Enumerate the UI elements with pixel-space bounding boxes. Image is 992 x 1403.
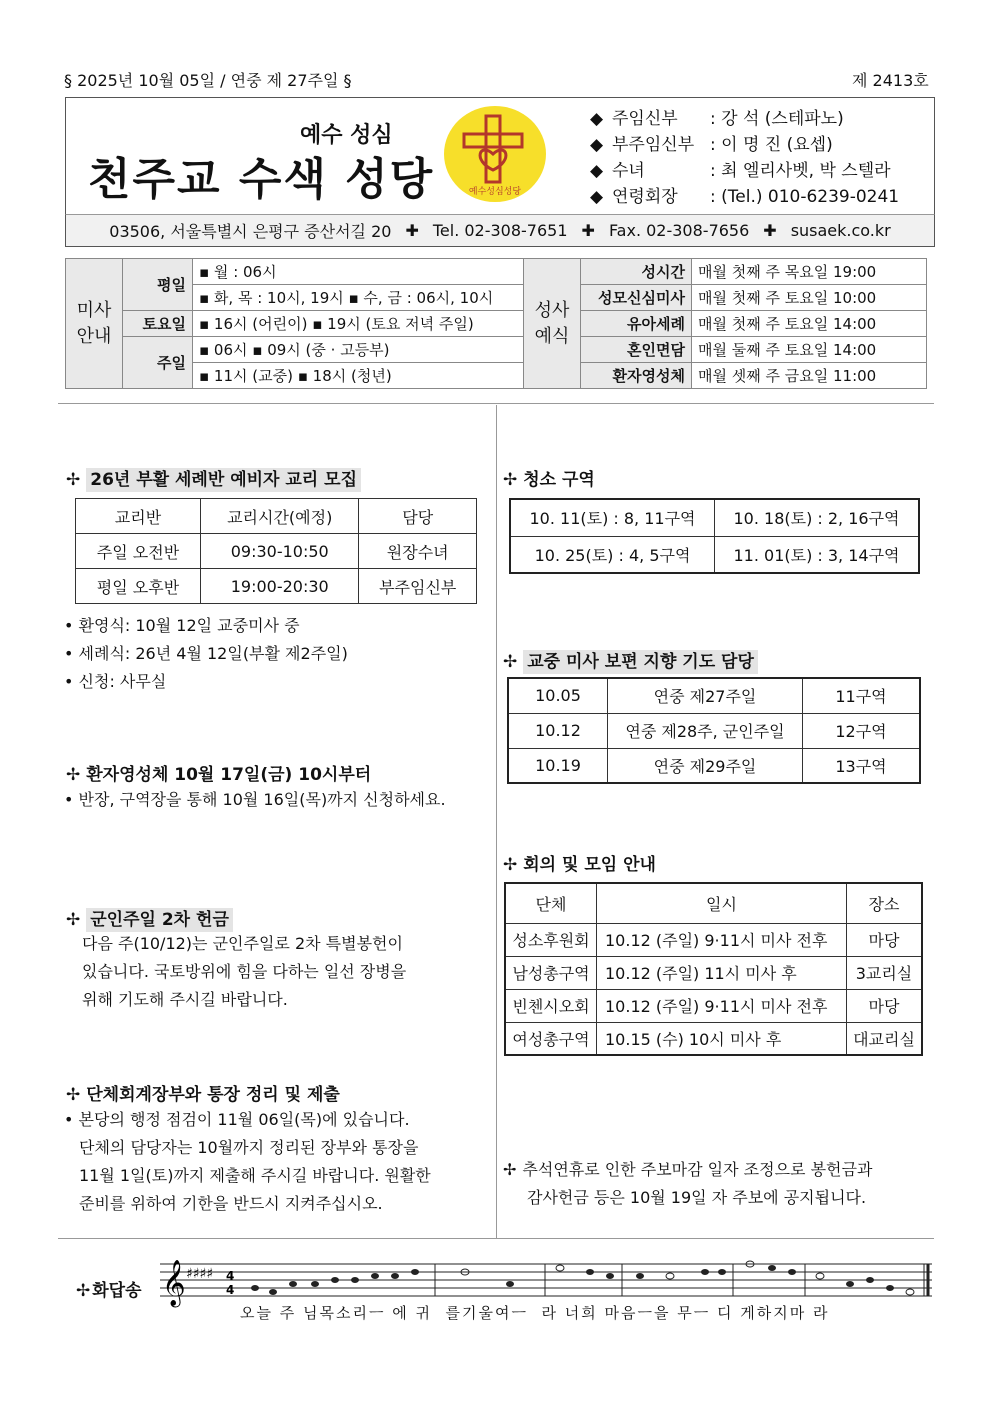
column-divider <box>496 405 497 1238</box>
divider <box>58 403 934 404</box>
mass-label: 미사 안내 <box>66 259 123 389</box>
divider <box>58 1238 934 1239</box>
address-bar: 03506, 서울특별시 은평구 증산서길 20 ✚ Tel. 02-308-7651 ✚ Fax. 02-308-7656 ✚ susaek.co.kr <box>65 214 935 247</box>
date-line: § 2025년 10월 05일 / 연중 제 27주일 § <box>64 71 352 90</box>
phone: Tel. 02-308-7651 <box>432 221 568 240</box>
cleaning-table: 10. 11(토) : 8, 11구역 10. 18(토) : 2, 16구역 10. 25(토) : 4, 5구역 11. 01(토) : 3, 14구역 <box>509 498 920 574</box>
military-title: ✢ 군인주일 2차 헌금 <box>66 905 233 930</box>
ledger-title: ✢ 단체회계장부와 통장 정리 및 제출 <box>66 1085 340 1105</box>
clergy-row: ◆ 연령회장 : (Tel.) 010-6239-0241 <box>590 187 900 207</box>
clergy-row: ◆ 수녀 : 최 엘리사벳, 박 스텔라 <box>590 161 891 181</box>
logo-text: 예수성심성당 <box>468 187 522 197</box>
clergy-row: ◆ 주임신부 : 강 석 (스테파노) <box>590 109 844 129</box>
website-link[interactable]: susaek.co.kr <box>790 221 891 240</box>
baptism-title: ✢ 26년 부활 세례반 예비자 교리 모집 <box>66 465 361 490</box>
fax: Fax. 02-308-7656 <box>608 221 750 240</box>
sacrament-label: 성사 예식 <box>524 259 581 389</box>
meeting-title: ✢ 회의 및 모임 안내 <box>503 855 656 875</box>
music-staff <box>160 1250 932 1310</box>
prayer-title: ✢ 교중 미사 보편 지향 기도 담당 <box>503 647 758 672</box>
parish-subtitle: 예수 성심 <box>300 123 393 148</box>
clergy-list <box>590 106 899 210</box>
svg-text:4: 4 <box>226 1283 235 1297</box>
hymn-lyrics: 오늘 주 님목소리ㅡ 에 귀 를기울여ㅡ 라 너희 마음ㅡ을 무ㅡ 디 게하지마 라 <box>240 1304 830 1322</box>
baptism-bullets: • 환영식: 10월 12일 교중미사 중 • 세례식: 26년 4월 12일(부활 제2주일) • 신청: 사무실 <box>64 616 348 691</box>
cleaning-title: ✢ 청소 구역 <box>503 470 595 490</box>
parish-title: 천주교 수색 성당 <box>88 154 435 205</box>
clergy-row: ◆ 부주임신부 : 이 명 진 (요셉) <box>590 135 833 155</box>
hymn-label: ✢ 화답송 <box>76 1281 142 1301</box>
prayer-table: 10.05 연중 제27주일 11구역 10.12 연중 제28주, 군인주일 12구역 10.19 연중 제29주일 13구역 <box>507 677 921 784</box>
meeting-table: 단체 일시 장소 성소후원회 10.12 (주일) 9·11시 미사 전후 마당 남성총구역 10.12 (주일) 11시 미사 후 3교리실 빈첸시오회 10.12 (주일) 9·11시 미사 전후 마당 여성총구역 10.15 (수) 10시 미사 후 대교리실 <box>504 882 923 1056</box>
holiday-notice: ✢ 추석연휴로 인한 주보마감 일자 조정으로 봉헌금과 감사헌금 등은 10월 19일 자 주보에 공지됩니다. <box>503 1160 873 1207</box>
issue-number: 제 2413호 <box>852 71 929 90</box>
parish-logo <box>442 104 548 204</box>
ledger-text: • 본당의 행정 점검이 11월 06일(목)에 있습니다. 단체의 담당자는 10월까지 정리된 장부와 통장을 11월 1일(토)까지 제출해 주시길 바랍니다. 원활한 준비를 위하여 기한을 반드시 지켜주십시오. <box>64 1110 431 1213</box>
mass-schedule-table: 미사 안내 평일 ▪ 월 : 06시 성사 예식 성시간 매월 첫째 주 목요일 19:00 ▪ 화, 목 : 10시, 19시 ▪ 수, 금 : 06시, 10시 성모신심미사 매월 첫째 주 토요일 10:00 토요일 ▪ 16시 (어린이) ▪ 19시 (토요 저녁 주일) 유아세례 매월 첫째 주 토요일 14:00 주일 ▪ 06시 ▪ 09시 (중 · 고등부) 혼인면담 매월 둘째 주 토요일 14:00 ▪ 11시 (교중) ▪ 18시 (청년) 환자영성체 매월 셋째 주 금요일 11:00 <box>65 258 927 389</box>
address: 03506, 서울특별시 은평구 증산서길 20 <box>109 222 392 241</box>
military-text: 다음 주(10/12)는 군인주일로 2차 특별봉헌이 있습니다. 국토방위에 힘을 다하는 일선 장병을 위해 기도해 주시길 바랍니다. <box>82 934 407 1009</box>
sick-title: ✢ 환자영성체 10월 17일(금) 10시부터 <box>66 765 372 785</box>
baptism-table: 교리반 교리시간(예정) 담당 주일 오전반 09:30-10:50 원장수녀 평일 오후반 19:00-20:30 부주임신부 <box>75 498 477 604</box>
svg-text:𝄞: 𝄞 <box>162 1260 186 1306</box>
sick-bullet: • 반장, 구역장을 통해 10월 16일(목)까지 신청하세요. <box>64 790 446 809</box>
svg-text:♯♯♯♯: ♯♯♯♯ <box>186 1266 214 1282</box>
svg-text:4: 4 <box>226 1269 235 1283</box>
